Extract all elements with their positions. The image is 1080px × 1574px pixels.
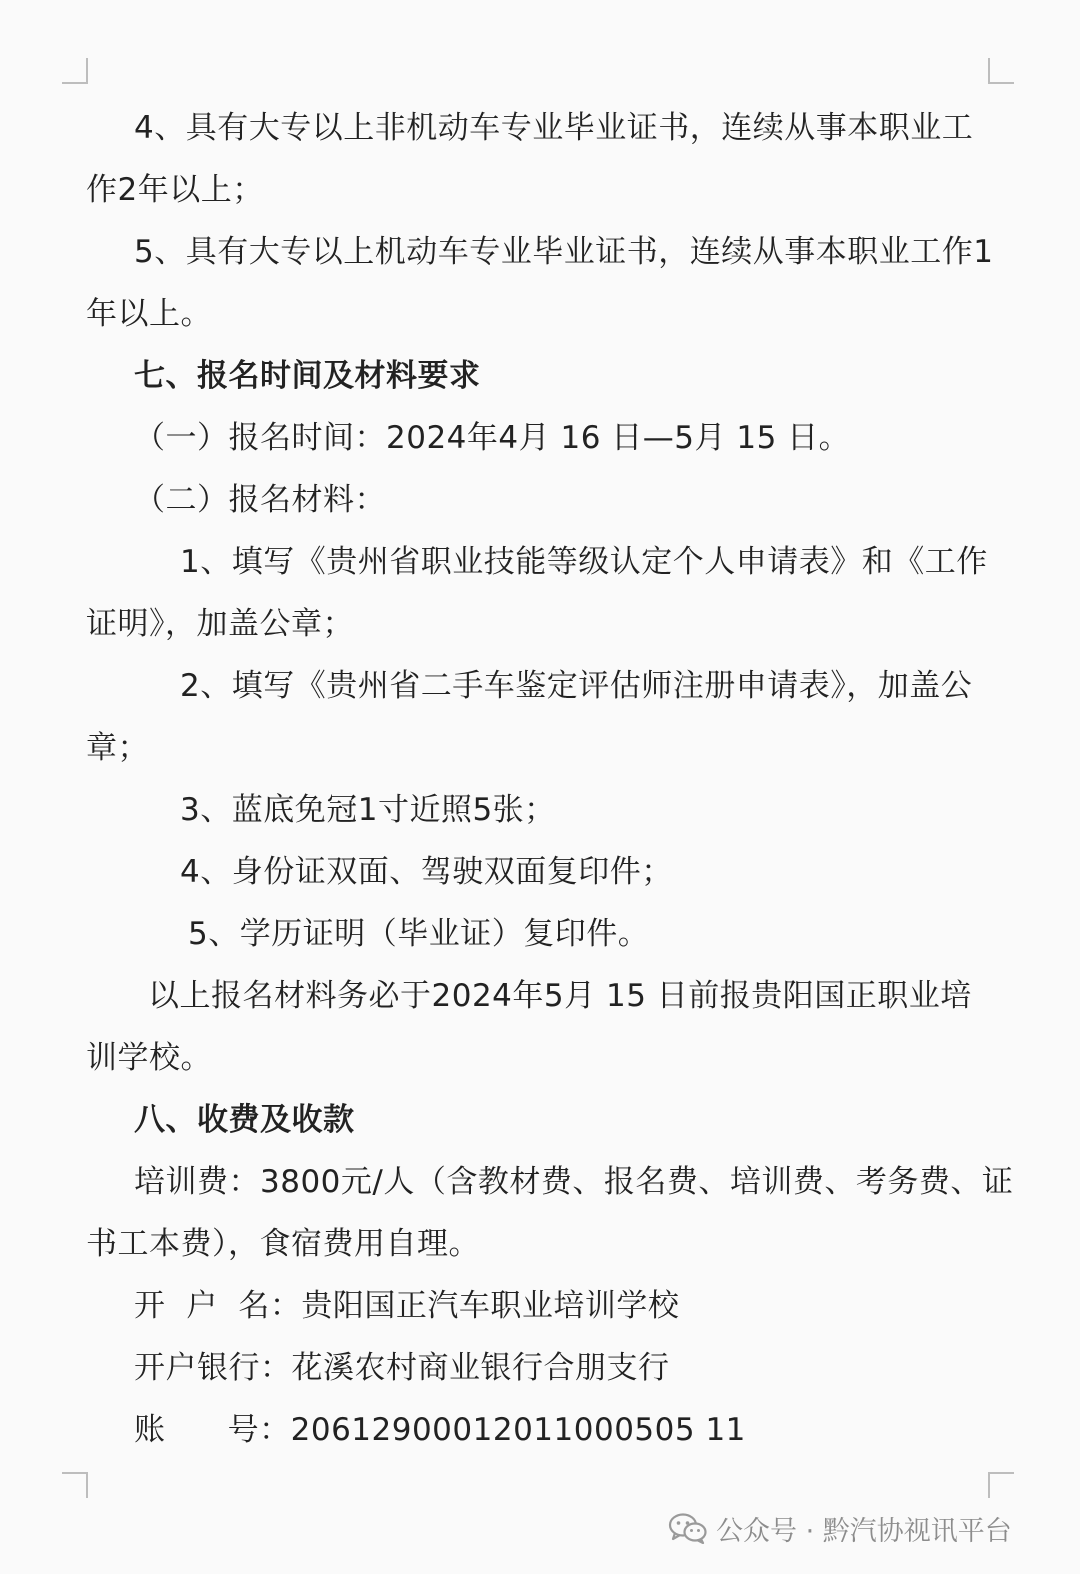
- crop-mark-top-left: [62, 58, 88, 84]
- material-1-line-2: 证明》，加盖公章；: [86, 606, 354, 642]
- crop-mark-bottom-right: [988, 1472, 1014, 1498]
- material-1-line-1: 1、填写《贵州省职业技能等级认定个人申请表》和《工作: [180, 544, 988, 580]
- account-name: 开 户 名：贵阳国正汽车职业培训学校: [134, 1288, 680, 1324]
- crop-mark-top-right: [988, 58, 1014, 84]
- section-8-heading: 八、收费及收款: [134, 1102, 355, 1138]
- deadline-note-line-1: 以上报名材料务必于2024年5月 15 日前报贵阳国正职业培: [148, 978, 972, 1014]
- watermark: [668, 1508, 1012, 1548]
- material-4: 4、身份证双面、驾驶双面复印件；: [180, 854, 673, 890]
- bank-name: 开户银行：花溪农村商业银行合朋支行: [134, 1350, 670, 1386]
- training-fee-line-2: 书工本费），食宿费用自理。: [86, 1226, 480, 1262]
- item-4-line-2: 作2年以上；: [86, 172, 264, 208]
- item-5-line-2: 年以上。: [86, 296, 212, 332]
- watermark-text: 公众号 · 黔汽协视讯平台: [716, 1515, 1012, 1547]
- material-2-line-1: 2、填写《贵州省二手车鉴定评估师注册申请表》，加盖公: [180, 668, 973, 704]
- wechat-icon: [668, 1512, 708, 1544]
- crop-mark-bottom-left: [62, 1472, 88, 1498]
- section-7-heading: 七、报名时间及材料要求: [134, 358, 481, 394]
- registration-materials-heading: （二）报名材料：: [134, 482, 386, 518]
- material-2-line-2: 章；: [86, 730, 149, 766]
- item-5-line-1: 5、具有大专以上机动车专业毕业证书，连续从事本职业工作1: [134, 234, 994, 270]
- item-4-line-1: 4、具有大专以上非机动车专业毕业证书，连续从事本职业工: [134, 110, 974, 146]
- training-fee-line-1: 培训费：3800元/人（含教材费、报名费、培训费、考务费、证: [134, 1164, 1014, 1200]
- material-3: 3、蓝底免冠1寸近照5张；: [180, 792, 556, 828]
- registration-time: （一）报名时间：2024年4月 16 日—5月 15 日。: [134, 420, 851, 456]
- material-5: 5、学历证明（毕业证）复印件。: [188, 916, 650, 952]
- account-number: 账 号：20612900012011000505 11: [134, 1412, 746, 1448]
- deadline-note-line-2: 训学校。: [86, 1040, 212, 1076]
